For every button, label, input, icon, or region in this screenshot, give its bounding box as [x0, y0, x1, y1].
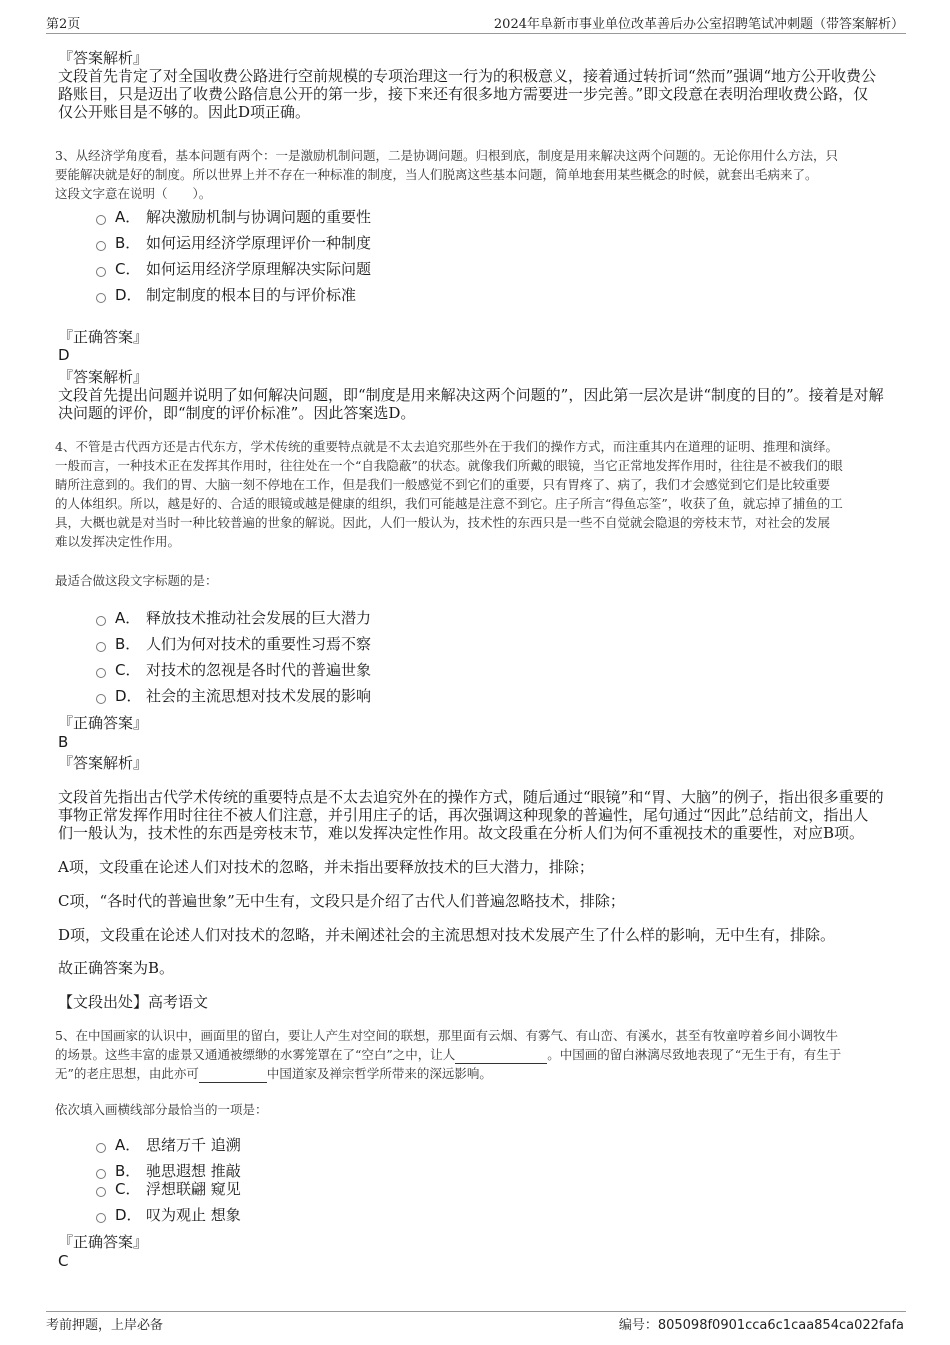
- radio-button[interactable]: [96, 215, 106, 225]
- option-letter: B．: [115, 635, 141, 653]
- option-text: 人们为何对技术的重要性习焉不察: [146, 635, 372, 653]
- radio-button[interactable]: [96, 1213, 106, 1223]
- option-letter: D．: [115, 286, 142, 304]
- document-title: 2024年阜新市事业单位改革善后办公室招聘笔试冲刺题（带答案解析）: [493, 17, 904, 32]
- q5-answer-value: C: [58, 1252, 69, 1270]
- footer-slogan: 考前押题，上岸必备: [46, 1318, 164, 1333]
- radio-button[interactable]: [96, 1169, 106, 1179]
- radio-button[interactable]: [96, 267, 106, 277]
- q3-analysis-label: 『答案解析』: [58, 368, 149, 386]
- footer-code-label: 编号：: [618, 1318, 658, 1333]
- q3-analysis-line-1: 文段首先提出问题并说明了如何解决问题，即“制度是用来解决这两个问题的”，因此第一层次是讲“制度的目的”。接着是对解: [58, 386, 884, 404]
- q3-option-c[interactable]: [96, 260, 371, 278]
- q4-prompt: 最适合做这段文字标题的是：: [55, 573, 218, 588]
- q4-note-c: C项，“各时代的普遍世象”无中生有，文段只是介绍了古代人们普遍忽略技术，排除；: [58, 892, 625, 910]
- q3-stem-line-2: 要能解决就是好的制度。所以世界上并不存在一种标准的制度，当人们脱离这些基本问题，简单地套用某些概念的时候，就套出毛病来了。: [55, 167, 818, 182]
- q3-option-b[interactable]: [96, 234, 371, 252]
- option-letter: D．: [115, 687, 142, 705]
- option-letter: D．: [115, 1206, 142, 1224]
- option-text: 社会的主流思想对技术发展的影响: [146, 687, 372, 705]
- q5-option-a[interactable]: [96, 1136, 241, 1154]
- q4-analysis-label: 『答案解析』: [58, 754, 149, 772]
- q4-stem-line-3: 睛所注意到的。我们的胃、大脑一刻不停地在工作，但是我们一般感觉不到它们的重要，只有胃疼了、病了，我们才会感觉到它们是比较重要: [55, 477, 831, 492]
- q5-stem-line-3: [55, 1064, 901, 1083]
- q4-stem-line-2: 一般而言，一种技术正在发挥其作用时，往往处在一个“自我隐蔽”的状态。就像我们所戴的眼镜，当它正常地发挥作用时，往往是不被我们的眼: [55, 458, 843, 473]
- q4-stem-line-1: 4、不管是古代西方还是古代东方，学术传统的重要特点就是不太去追究那些外在于我们的操作方式，而注重其内在道理的证明、推理和演绎。: [55, 439, 838, 454]
- option-letter: C．: [115, 1180, 141, 1198]
- radio-button[interactable]: [96, 616, 106, 626]
- q3-analysis-line-2: 决问题的评价，即“制度的评价标准”。因此答案选D。: [58, 404, 416, 422]
- q3-answer-value: D: [58, 346, 70, 364]
- q4-stem-line-6: 难以发挥决定性作用。: [55, 534, 181, 549]
- page-number: 第2页: [46, 17, 81, 32]
- q4-option-c[interactable]: [96, 661, 371, 679]
- q4-analysis-line-1: 文段首先指出古代学术传统的重要特点是不太去追究外在的操作方式，随后通过“眼镜”和“胃、大脑”的例子，指出很多重要的: [58, 788, 884, 806]
- radio-button[interactable]: [96, 1187, 106, 1197]
- option-text: 对技术的忽视是各时代的普遍世象: [146, 661, 372, 679]
- option-text: 如何运用经济学原理解决实际问题: [146, 260, 372, 278]
- q4-note-a: A项，文段重在论述人们对技术的忽略，并未指出要释放技术的巨大潜力，排除；: [58, 858, 594, 876]
- q5-answer-label: 『正确答案』: [58, 1233, 149, 1251]
- q4-option-b[interactable]: [96, 635, 371, 653]
- q3-stem-line-1: 3、从经济学角度看，基本问题有两个：一是激励机制问题，二是协调问题。归根到底，制度是用来解决这两个问题的。无论你用什么方法，只: [55, 148, 838, 163]
- q5-stem-line-2: [55, 1045, 901, 1064]
- header-rule: [46, 33, 906, 34]
- q5-stem-line-1: 5、在中国画家的认识中，画面里的留白，要让人产生对空间的联想，那里面有云烟、有雾气、有山峦、有溪水，甚至有牧童哼着乡间小调牧牛: [55, 1028, 838, 1043]
- option-letter: C．: [115, 661, 141, 679]
- q5-stem-line-2-part-1: 的场景。这些丰富的虚景又通通被缥缈的水雾笼罩在了“空白”之中，让人: [55, 1047, 456, 1062]
- radio-button[interactable]: [96, 642, 106, 652]
- option-text: 如何运用经济学原理评价一种制度: [146, 234, 372, 252]
- q4-analysis-line-2: 事物正常发挥作用时往往不被人们注意，并引用庄子的话，再次强调这种现象的普遍性，尾句通过“因此”总结前文，指出人: [58, 806, 869, 824]
- q2-analysis-line-1: 文段首先肯定了对全国收费公路进行空前规模的专项治理这一行为的积极意义，接着通过转折词“然而”强调“地方公开收费公: [58, 67, 877, 85]
- q3-answer-label: 『正确答案』: [58, 328, 149, 346]
- q2-analysis-line-2: 路账目，只是迈出了收费公路信息公开的第一步，接下来还有很多地方需要进一步完善。”即文段意在表明治理收费公路，仅: [58, 85, 869, 103]
- q5-stem-line-2-part-2: 。中国画的留白淋漓尽致地表现了“无生于有，有生于: [547, 1047, 842, 1062]
- radio-button[interactable]: [96, 241, 106, 251]
- option-text: 解决激励机制与协调问题的重要性: [146, 208, 372, 226]
- footer-rule: [46, 1311, 906, 1312]
- option-text: 制定制度的根本目的与评价标准: [146, 286, 357, 304]
- option-letter: B．: [115, 234, 141, 252]
- q4-answer-value: B: [58, 733, 69, 751]
- option-letter: A．: [115, 1136, 141, 1154]
- option-letter: C．: [115, 260, 141, 278]
- option-letter: A．: [115, 609, 141, 627]
- option-text: 驰思遐想 推敲: [146, 1162, 241, 1180]
- q5-stem-line-3-part-2: 中国道家及禅宗哲学所带来的深远影响。: [266, 1066, 492, 1081]
- radio-button[interactable]: [96, 293, 106, 303]
- radio-button[interactable]: [96, 668, 106, 678]
- option-text: 思绪万千 追溯: [146, 1136, 241, 1154]
- radio-button[interactable]: [96, 694, 106, 704]
- q5-stem-line-3-part-1: 无”的老庄思想，由此亦可: [55, 1066, 199, 1081]
- q3-stem-line-3: 这段文字意在说明（ ）。: [55, 186, 212, 201]
- option-text: 叹为观止 想象: [146, 1206, 241, 1224]
- q3-option-d[interactable]: [96, 286, 356, 304]
- q4-stem-line-4: 的人体组织。所以，越是好的、合适的眼镜或越是健康的组织，我们可能越是注意不到它。庄子所言“得鱼忘筌”，收获了鱼，就忘掉了捕鱼的工: [55, 496, 843, 511]
- footer-code: [619, 1314, 904, 1333]
- option-text: 浮想联翩 窥见: [146, 1180, 241, 1198]
- option-text: 释放技术推动社会发展的巨大潜力: [146, 609, 372, 627]
- q4-note-d: D项，文段重在论述人们对技术的忽略，并未阐述社会的主流思想对技术发展产生了什么样的影响，无中生有，排除。: [58, 926, 836, 944]
- q4-analysis-line-3: 们一般认为，技术性的东西是旁枝末节，难以发挥决定性作用。故文段重在分析人们为何不重视技术的重要性，对应B项。: [58, 824, 865, 842]
- q2-analysis-label: 『答案解析』: [58, 49, 149, 67]
- fill-blank-1[interactable]: [455, 1050, 547, 1064]
- footer-code-value: 805098f0901cca6c1caa854ca022fafa: [657, 1318, 904, 1333]
- q5-option-b[interactable]: [96, 1162, 241, 1180]
- q4-conclusion: 故正确答案为B。: [58, 959, 175, 977]
- q4-answer-label: 『正确答案』: [58, 714, 149, 732]
- q4-stem-line-5: 具，大概也就是对当时一种比较普遍的世象的解说。因此，人们一般认为，技术性的东西只是一些不自觉就会隐退的旁枝末节，对社会的发展: [55, 515, 831, 530]
- fill-blank-2[interactable]: [199, 1069, 267, 1083]
- q5-option-d[interactable]: [96, 1206, 241, 1224]
- option-letter: A．: [115, 208, 141, 226]
- q4-option-d[interactable]: [96, 687, 371, 705]
- q4-option-a[interactable]: [96, 609, 371, 627]
- q5-option-c[interactable]: [96, 1180, 241, 1198]
- option-letter: B．: [115, 1162, 141, 1180]
- q4-source: 【文段出处】高考语文: [58, 993, 209, 1011]
- radio-button[interactable]: [96, 1143, 106, 1153]
- q2-analysis-line-3: 仅公开账目是不够的。因此D项正确。: [58, 103, 311, 121]
- q3-option-a[interactable]: [96, 208, 371, 226]
- q5-prompt: 依次填入画横线部分最恰当的一项是：: [55, 1102, 268, 1117]
